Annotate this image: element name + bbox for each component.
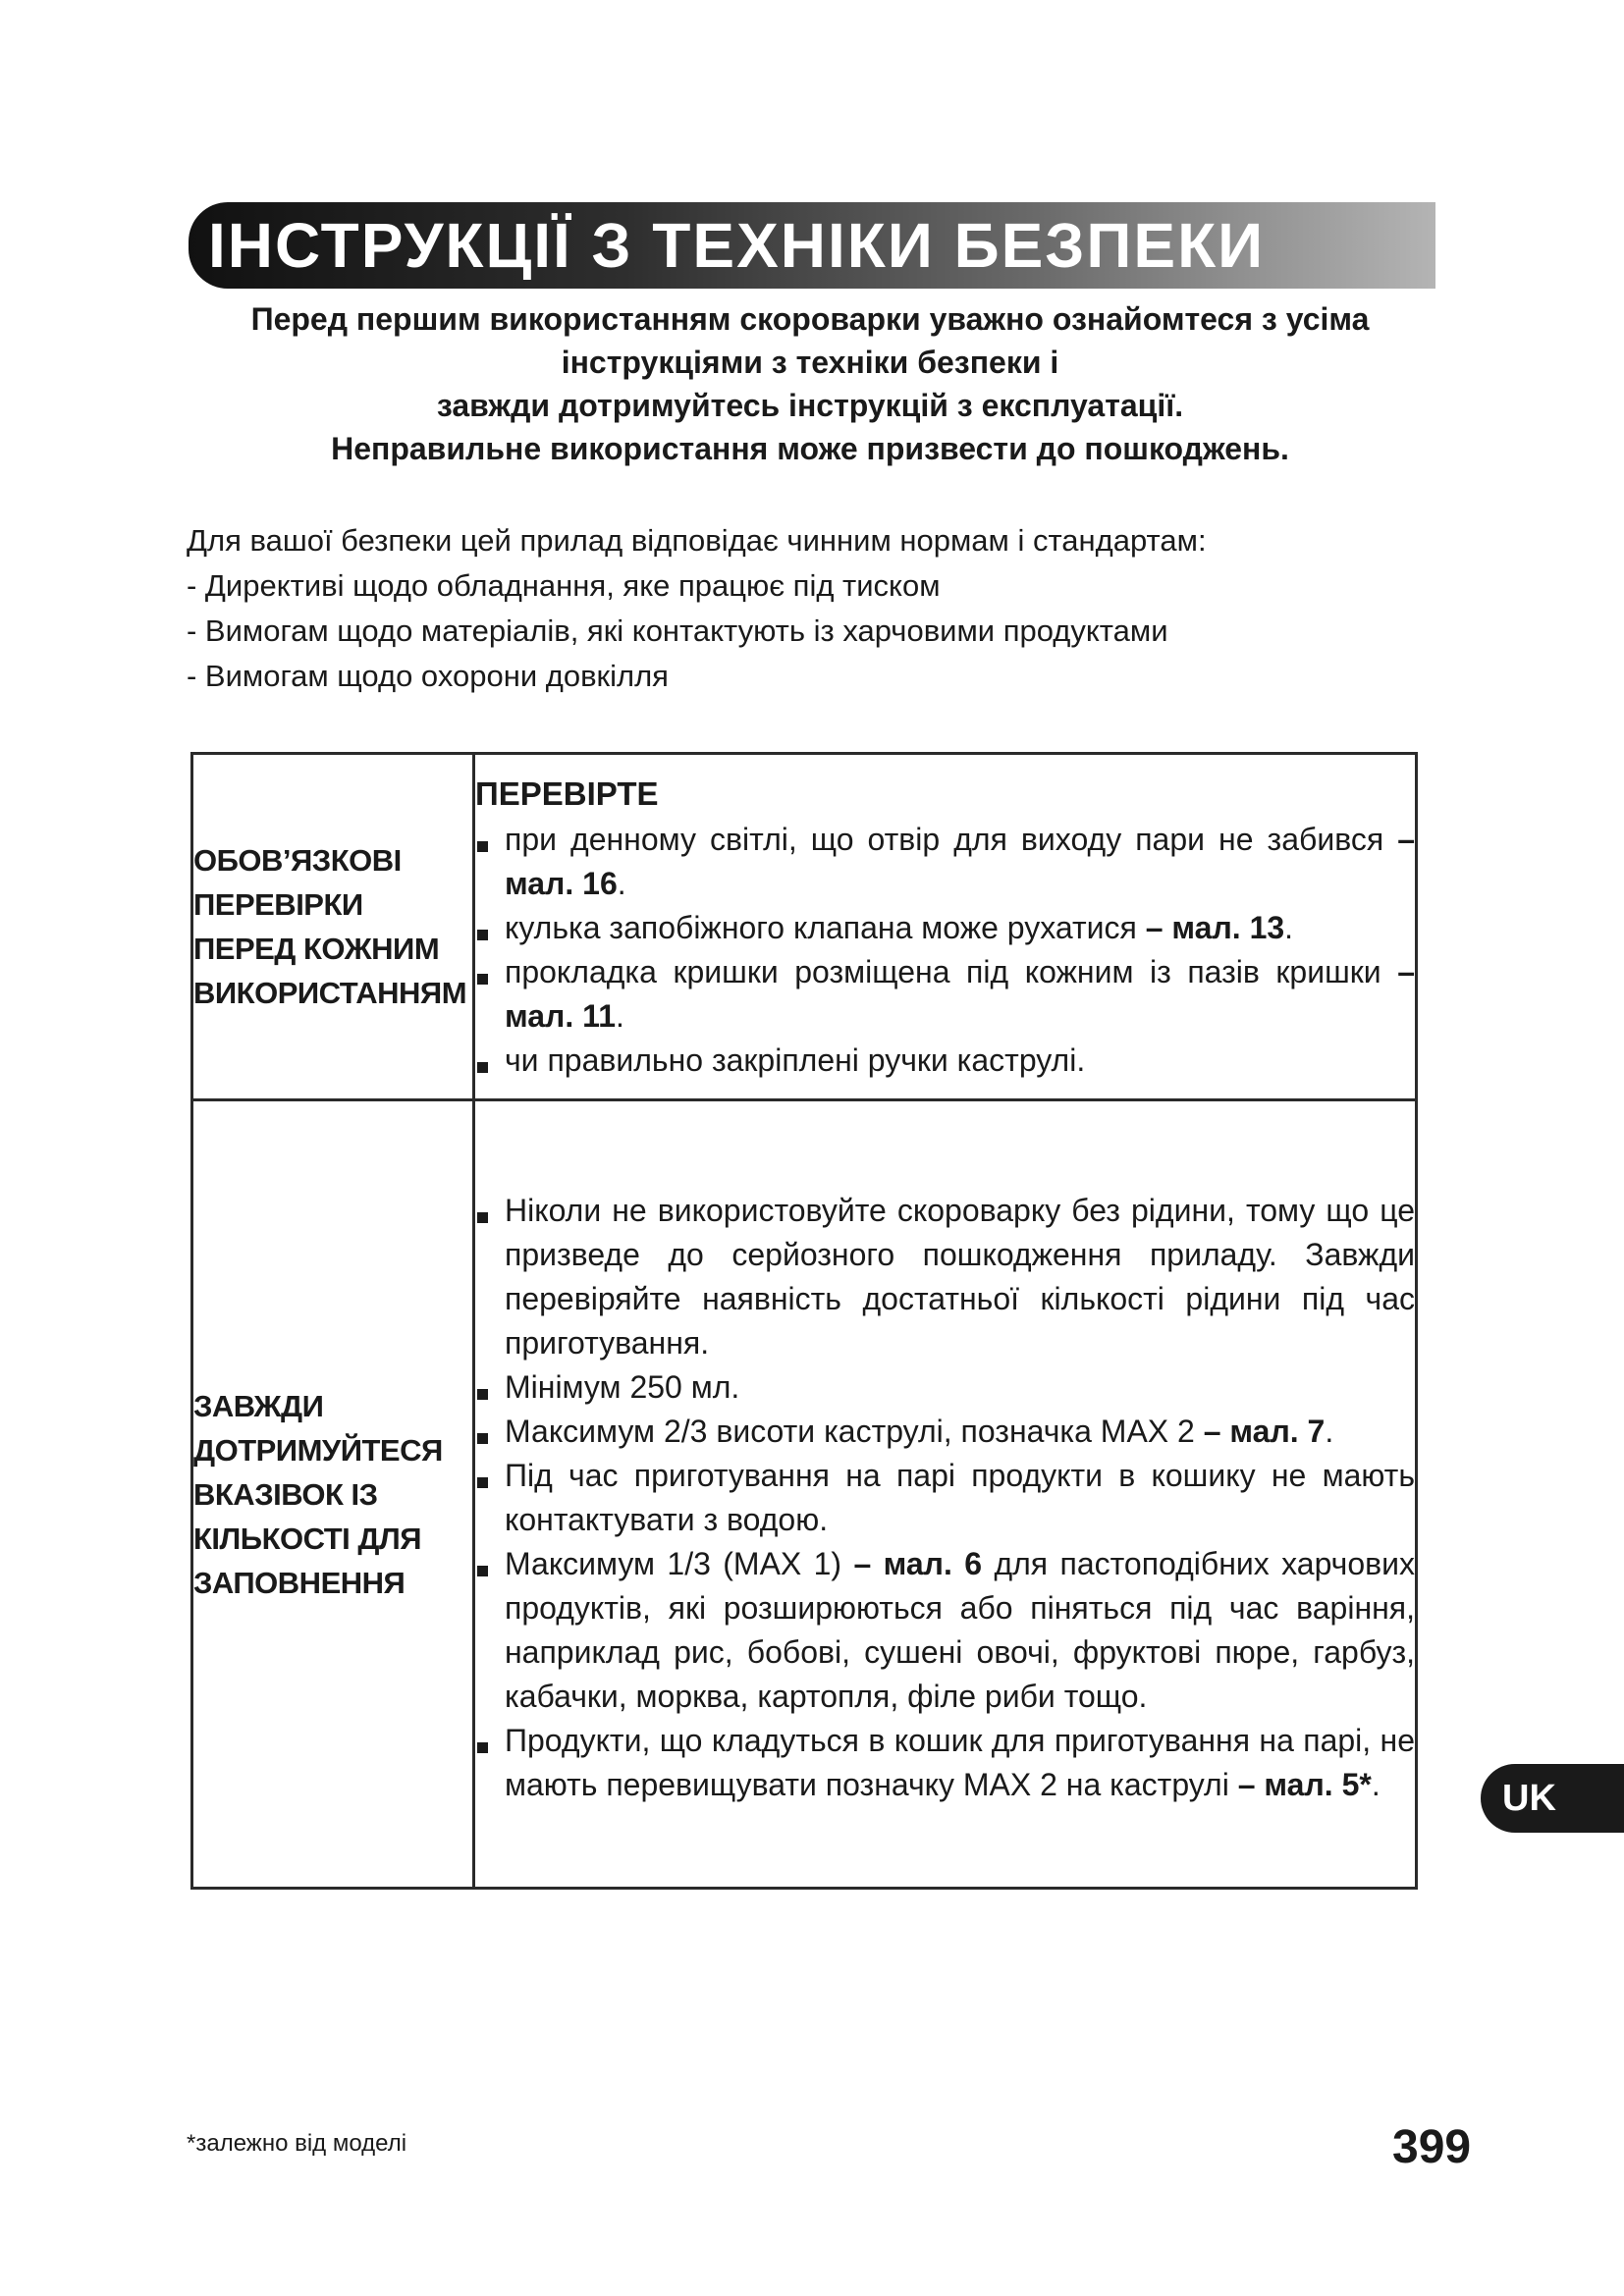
row-label-line: ДОТРИМУЙТЕСЯ <box>193 1432 443 1468</box>
row-label-line: КІЛЬКОСТІ ДЛЯ <box>193 1521 421 1556</box>
list-item: чи правильно закріплені ручки каструлі. <box>475 1039 1415 1083</box>
row-label <box>192 1100 474 1889</box>
row-label-line: ВКАЗІВОК ІЗ <box>193 1476 378 1512</box>
list-item: Під час приготування на парі продукти в кошику не мають контактувати з водою. <box>475 1454 1415 1542</box>
list-item: кулька запобіжного клапана може рухатися – мал. 13. <box>475 906 1415 950</box>
list-item: прокладка кришки розміщена під кожним із пазів кришки – мал. 11. <box>475 950 1415 1039</box>
list-item: при денному світлі, що отвір для виходу пари не забився – мал. 16. <box>475 818 1415 906</box>
standards-line: Для вашої безпеки цей прилад відповідає чинним нормам і стандартам: <box>187 523 1207 558</box>
intro-line: інструкціями з техніки безпеки і <box>561 345 1059 380</box>
standards-list <box>187 518 1434 699</box>
row-label-line: ОБОВ’ЯЗКОВІ <box>193 843 402 878</box>
intro-line: Перед першим використанням скороварки уважно ознайомтеся з усіма <box>250 301 1370 337</box>
row-label-line: ПЕРЕВІРКИ <box>193 887 363 922</box>
row-content <box>474 1100 1417 1889</box>
row-label <box>192 754 474 1100</box>
table-row <box>192 754 1417 1100</box>
standards-line: - Вимогам щодо охорони довкілля <box>187 659 669 693</box>
list-item: Продукти, що кладуться в кошик для приготування на парі, не мають перевищувати позначку MAX 2 на каструлі – мал. 5*. <box>475 1719 1415 1807</box>
row-label-line: ЗАПОВНЕННЯ <box>193 1565 406 1600</box>
row-label-line: ЗАВЖДИ <box>193 1388 324 1423</box>
language-tab: UK <box>1481 1764 1624 1833</box>
intro-line: Неправильне використання може призвести до пошкоджень. <box>331 431 1289 466</box>
list-item: Максимум 1/3 (MAX 1) – мал. 6 для пастоподібних харчових продуктів, які розширюються або піняться під час варіння, наприклад рис, бобові, сушені овочі, фруктові пюре, гарбуз, кабачки, морква, картопля, філе риби тощо. <box>475 1542 1415 1719</box>
intro-warning <box>187 297 1434 470</box>
page-number: 399 <box>1392 2121 1472 2173</box>
footnote: *залежно від моделі <box>187 2130 407 2157</box>
intro-line: завжди дотримуйтесь інструкцій з експлуатації. <box>436 388 1184 423</box>
check-heading: ПЕРЕВІРТЕ <box>475 775 659 812</box>
list-item: Мінімум 250 мл. <box>475 1365 1415 1410</box>
table-row <box>192 1100 1417 1889</box>
list-item: Максимум 2/3 висоти каструлі, позначка MAX 2 – мал. 7. <box>475 1410 1415 1454</box>
standards-line: - Вимогам щодо матеріалів, які контактують із харчовими продуктами <box>187 614 1168 648</box>
standards-line: - Директиві щодо обладнання, яке працює під тиском <box>187 568 941 603</box>
row-label-line: ПЕРЕД КОЖНИМ <box>193 932 440 966</box>
list-item: Ніколи не використовуйте скороварку без рідини, тому що це призведе до серйозного пошкодження приладу. Завжди перевіряйте наявність достатньої кількості рідини під час приготування. <box>475 1189 1415 1365</box>
safety-table <box>190 752 1418 1890</box>
row-label-line: ВИКОРИСТАННЯМ <box>193 976 467 1010</box>
page-title: ІНСТРУКЦІЇ З ТЕХНІКИ БЕЗПЕКИ <box>208 210 1266 281</box>
row-content <box>474 754 1417 1100</box>
